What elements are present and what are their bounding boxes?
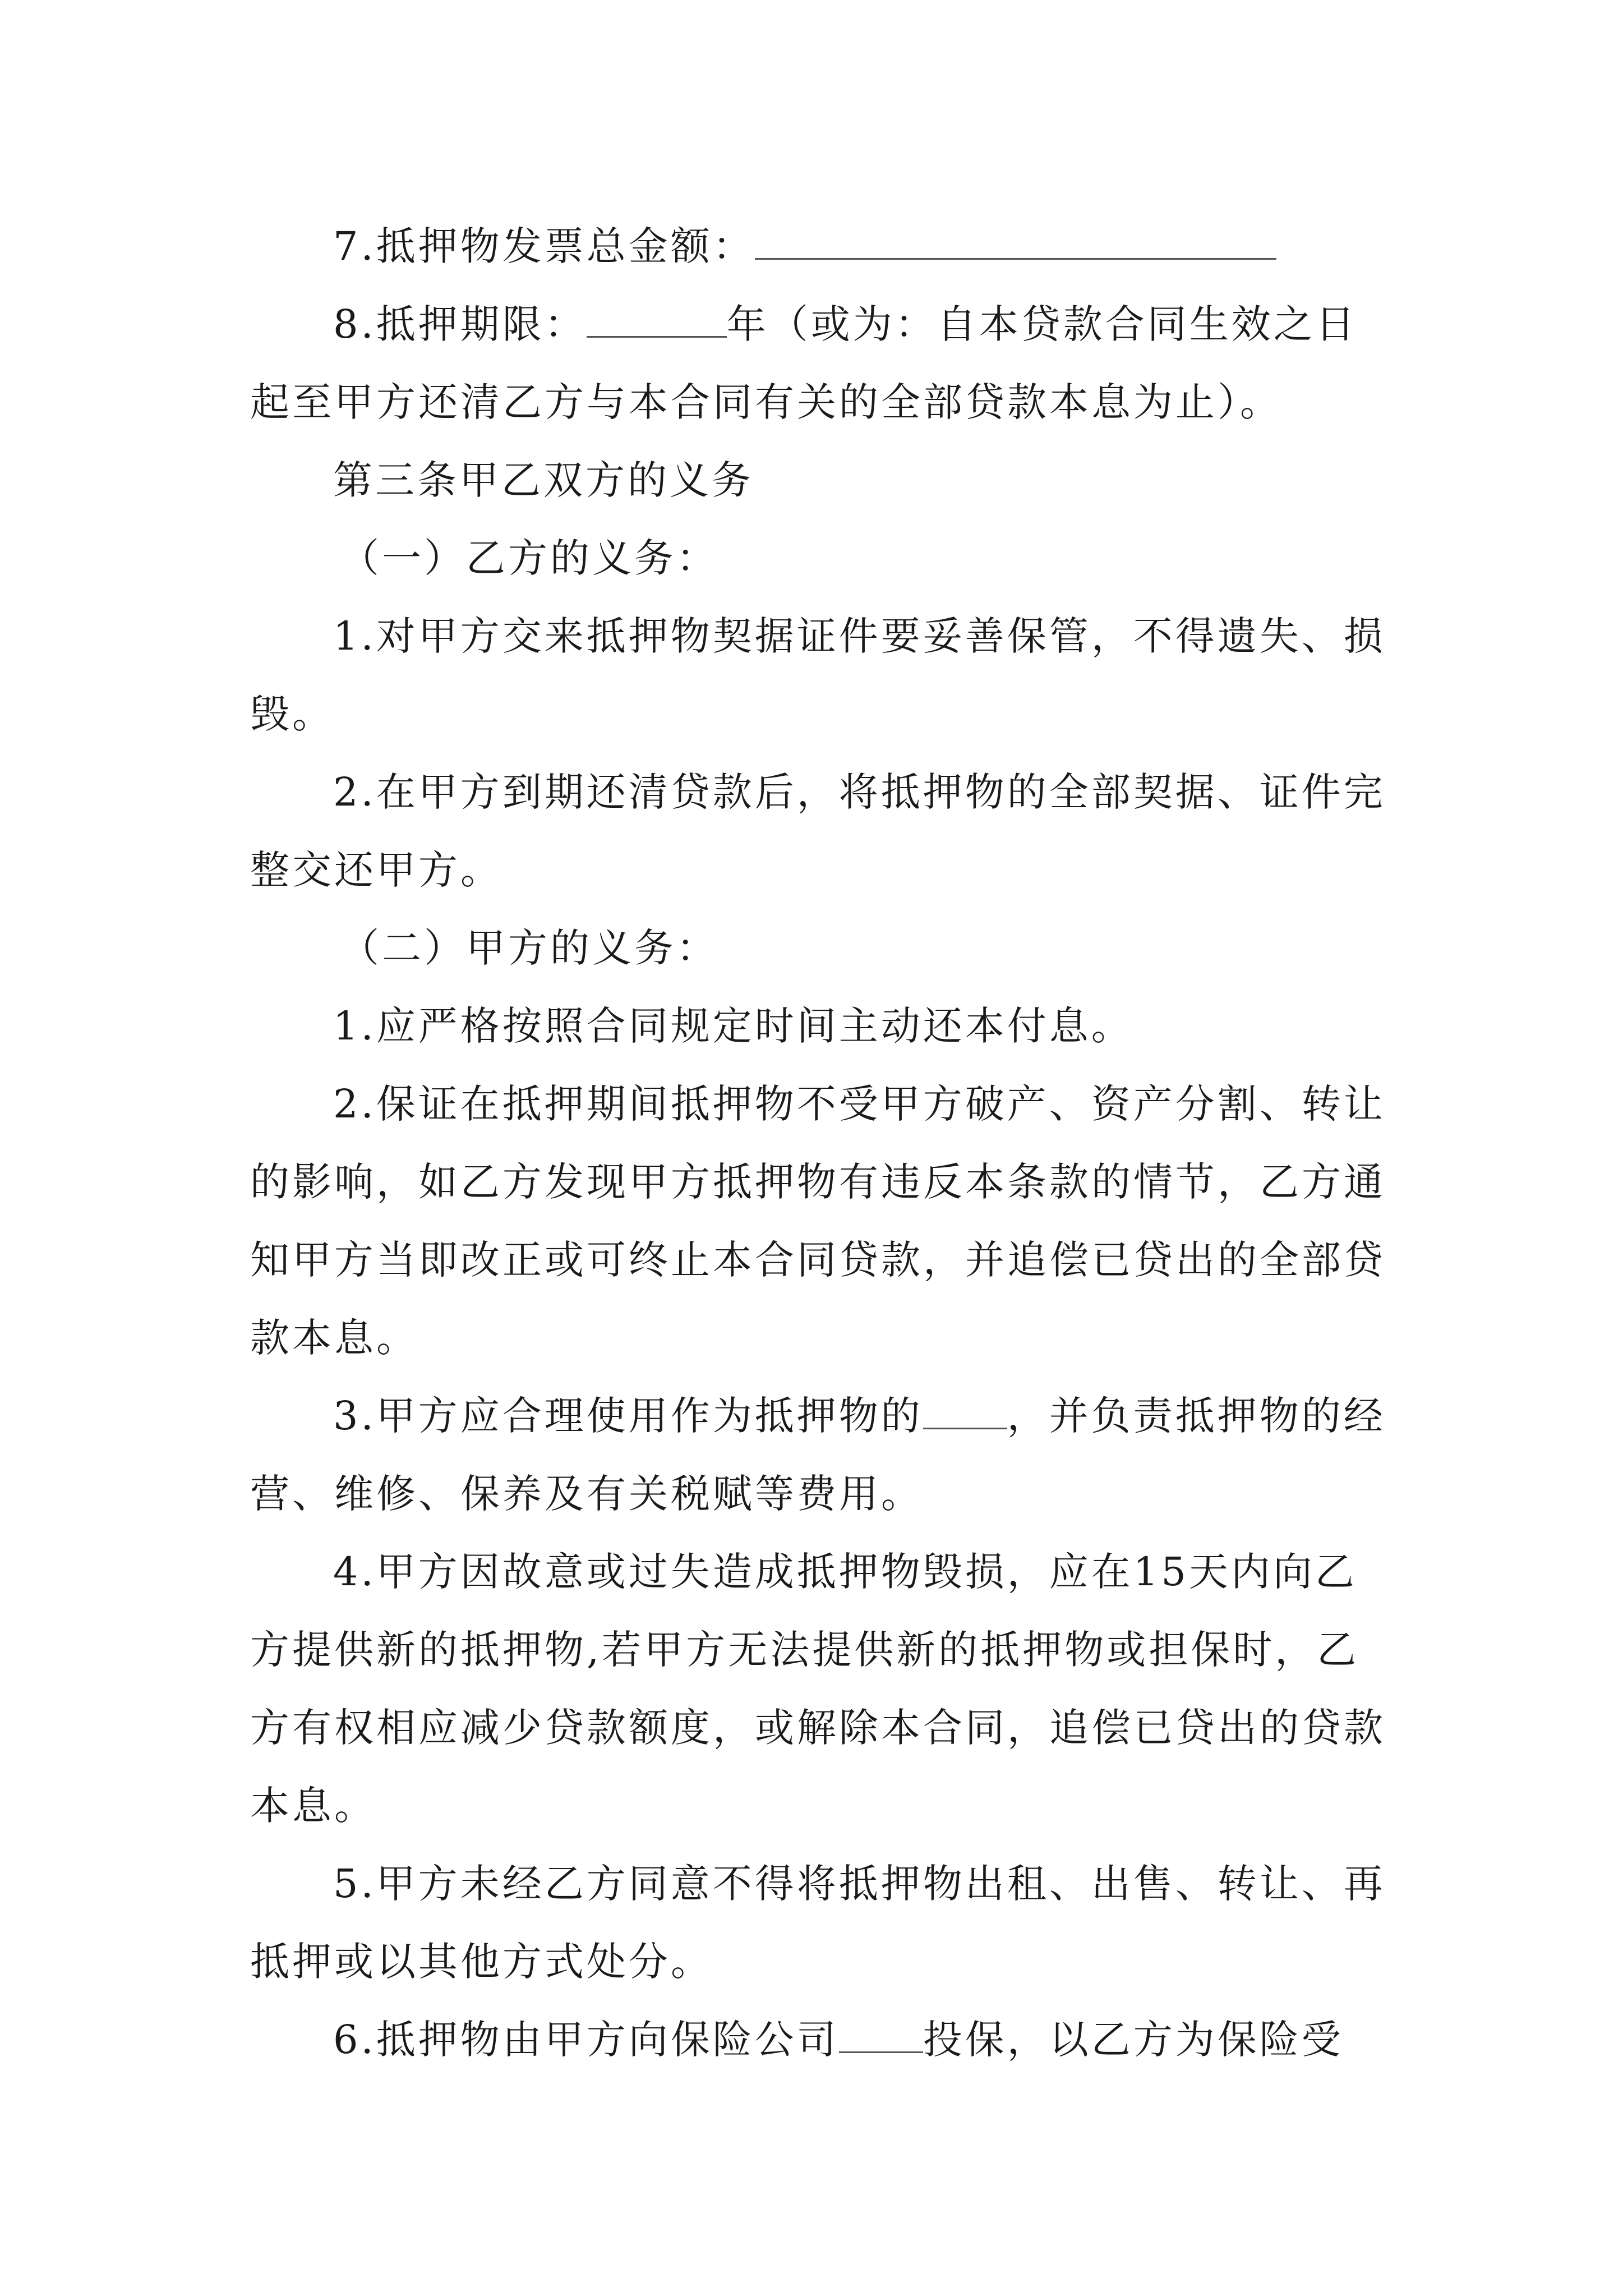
party-a-duty-3 [250, 1377, 1389, 1533]
clause-text-cont: 年（或为：自本贷款合同生效之日起至甲方还清乙方与本合同有关的全部贷款本息为止）。 [250, 301, 1358, 425]
clause-invoice-total [250, 208, 1389, 286]
section-heading-party-b: （一）乙方的义务： [340, 535, 718, 581]
clause-text: 3.甲方应合理使用作为抵押物的 [333, 1393, 923, 1439]
party-a-duty-4: 4.甲方因故意或过失造成抵押物毁损，应在15天内向乙方提供新的抵押物,若甲方无法提供新的抵押物或担保时，乙方有权相应减少贷款额度，或解除本合同，追偿已贷出的贷款本息。 [250, 1549, 1386, 1829]
article-heading: 第三条甲乙双方的义务 [333, 457, 754, 503]
party-a-duty-6 [250, 2001, 1389, 2079]
party-b-duty-1: 1.对甲方交来抵押物契据证件要妥善保管，不得遗失、损毁。 [250, 613, 1386, 737]
clause-text-cont: 投保，以乙方为保险受 [923, 2017, 1344, 2063]
section-heading-party-a: （二）甲方的义务： [340, 925, 718, 971]
clause-text: 6.抵押物由甲方向保险公司 [333, 2017, 839, 2063]
mortgage-item-blank [923, 1394, 1007, 1429]
clause-text: 8.抵押期限： [333, 301, 587, 347]
party-a-duty-1: 1.应严格按照合同规定时间主动还本付息。 [333, 1003, 1133, 1049]
clause-mortgage-term [250, 286, 1389, 441]
term-years-blank [587, 302, 727, 338]
contract-body [250, 208, 1389, 2079]
clause-text: 7.抵押物发票总金额： [333, 223, 755, 269]
party-a-duty-5: 5.甲方未经乙方同意不得将抵押物出租、出售、转让、再抵押或以其他方式处分。 [250, 1861, 1386, 1985]
party-a-duty-2: 2.保证在抵押期间抵押物不受甲方破产、资产分割、转让的影响，如乙方发现甲方抵押物有违反本条款的情节，乙方通知甲方当即改正或可终止本合同贷款，并追偿已贷出的全部贷款本息。 [250, 1081, 1386, 1361]
clause-text-cont: ，并负责抵押物的经营、维修、保养及有关税赋等费用。 [250, 1393, 1386, 1517]
invoice-total-blank [755, 224, 1276, 260]
insurer-blank [839, 2018, 923, 2053]
party-b-duty-2: 2.在甲方到期还清贷款后，将抵押物的全部契据、证件完整交还甲方。 [250, 769, 1386, 893]
